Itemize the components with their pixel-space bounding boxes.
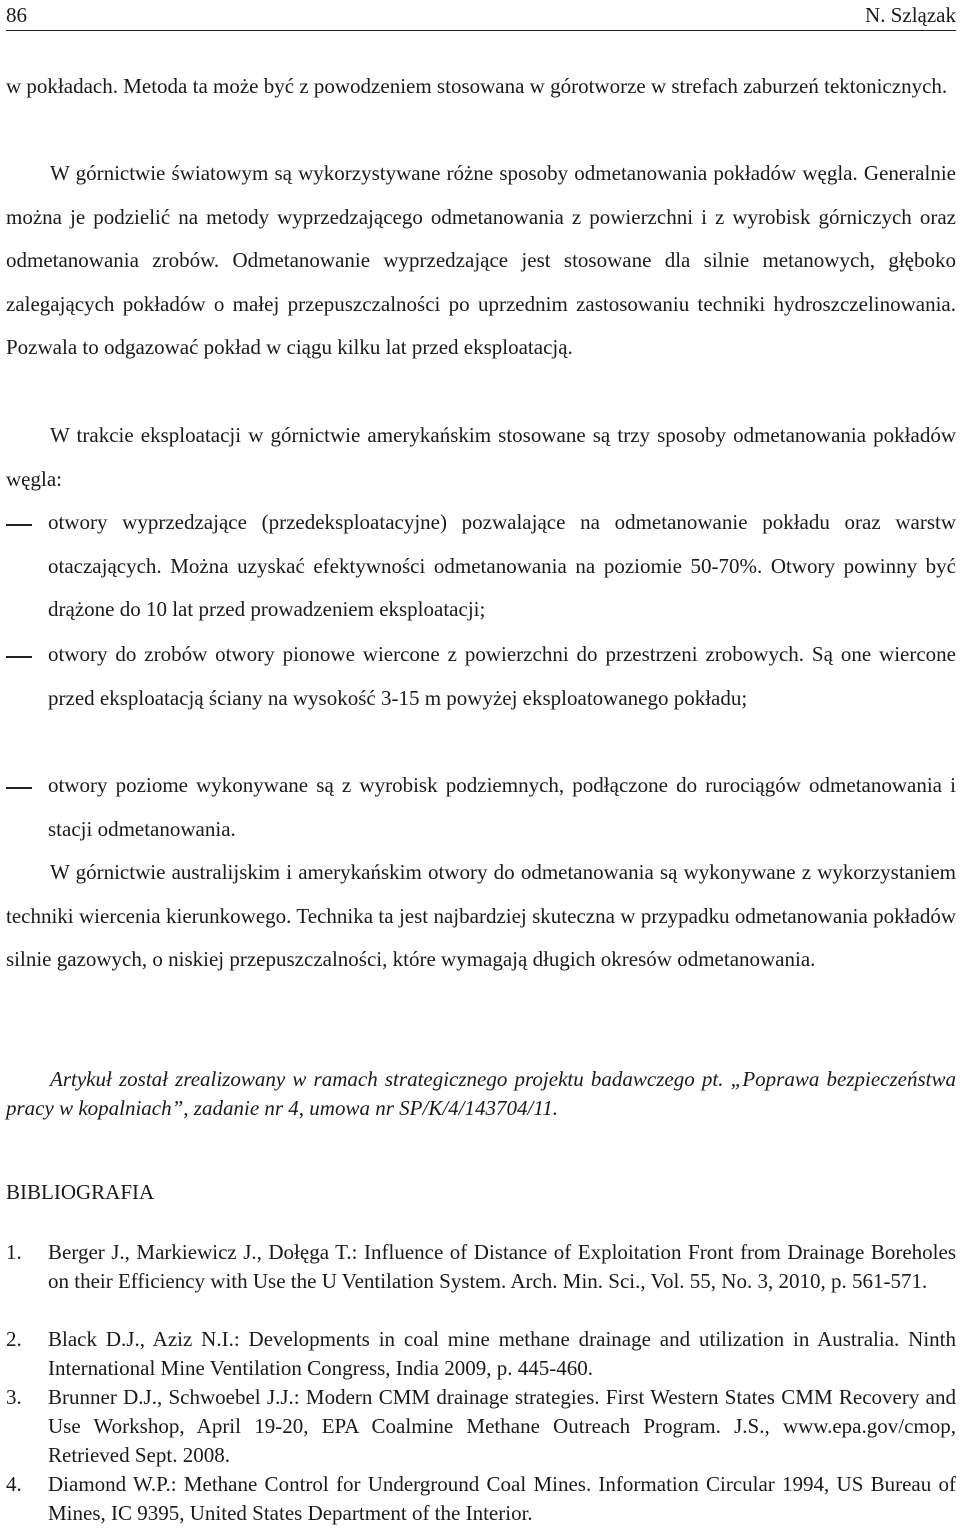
running-author: N. Szlązak <box>865 3 956 27</box>
bullet-item-3: otwory poziome wykonywane są z wyrobisk podziemnych, podłączone do rurociągów odmetanowania i stacji odmetanowania. <box>48 773 956 841</box>
reference-item-3: Brunner D.J., Schwoebel J.J.: Modern CMM drainage strategies. First Western States CMM Recovery and Use Workshop, April 19-20, EPA Coalmine Methane Outreach Program. J.S., www.epa.gov/cmop, Retrieved Sept. 2008. <box>48 1385 956 1467</box>
bibliography-heading: BIBLIOGRAFIA <box>6 1180 155 1204</box>
reference-number: 2. <box>6 1327 22 1351</box>
reference-item-2: Black D.J., Aziz N.I.: Developments in coal mine methane drainage and utilization in Australia. Ninth International Mine Ventilation Congress, India 2009, p. 445-460. <box>48 1327 956 1380</box>
bullet-item-1: otwory wyprzedzające (przedeksploatacyjne) pozwalające na odmetanowanie pokładu oraz warstw otaczających. Można uzyskać efektywności odmetanowania na poziomie 50-70%. Otwory powinny być drążone do 10 lat przed prowadzeniem eksploatacji; <box>48 510 956 621</box>
dash-bullet-icon <box>6 787 32 789</box>
dash-bullet-icon <box>6 656 32 658</box>
paragraph-4: W górnictwie australijskim i amerykańskim otwory do odmetanowania są wykonywane z wykorzystaniem techniki wiercenia kierunkowego. Technika ta jest najbardziej skuteczna w przypadku odmetanowania pokładów silnie gazowych, o niskiej przepuszczalności, które wymagają długich okresów odmetanowania. <box>6 860 956 971</box>
dash-bullet-icon <box>6 524 32 526</box>
page-number: 86 <box>6 3 27 27</box>
reference-number: 3. <box>6 1385 22 1409</box>
reference-number: 1. <box>6 1240 22 1264</box>
reference-item-4: Diamond W.P.: Methane Control for Underground Coal Mines. Information Circular 1994, US Bureau of Mines, IC 9395, United States Department of the Interior. <box>48 1472 956 1525</box>
funding-note: Artykuł został zrealizowany w ramach strategicznego projektu badawczego pt. „Poprawa bezpieczeństwa pracy w kopalniach”, zadanie nr 4, umowa nr SP/K/4/143704/11. <box>6 1067 956 1120</box>
running-header <box>6 0 956 31</box>
reference-number: 4. <box>6 1472 22 1496</box>
paragraph-2: W górnictwie światowym są wykorzystywane różne sposoby odmetanowania pokładów węgla. Generalnie można je podzielić na metody wyprzedzającego odmetanowania z powierzchni i z wyrobisk górniczych oraz odmetanowania zrobów. Odmetanowanie wyprzedzające jest stosowane dla silnie metanowych, głęboko zalegających pokładów o małej przepuszczalności po uprzednim zastosowaniu techniki hydroszczelinowania. Pozwala to odgazować pokład w ciągu kilku lat przed eksploatacją. <box>6 161 956 359</box>
bullet-item-2: otwory do zrobów otwory pionowe wiercone z powierzchni do przestrzeni zrobowych. Są one wiercone przed eksploatacją ściany na wysokość 3-15 m powyżej eksploatowanego pokładu; <box>48 642 956 710</box>
reference-item-1: Berger J., Markiewicz J., Dołęga T.: Influence of Distance of Exploitation Front from Drainage Boreholes on their Efficiency with Use the U Ventilation System. Arch. Min. Sci., Vol. 55, No. 3, 2010, p. 561-571. <box>48 1240 956 1293</box>
paragraph-1: w pokładach. Metoda ta może być z powodzeniem stosowana w górotworze w strefach zaburzeń tektonicznych. <box>6 74 948 98</box>
paragraph-3: W trakcie eksploatacji w górnictwie amerykańskim stosowane są trzy sposoby odmetanowania pokładów węgla: <box>6 423 956 491</box>
